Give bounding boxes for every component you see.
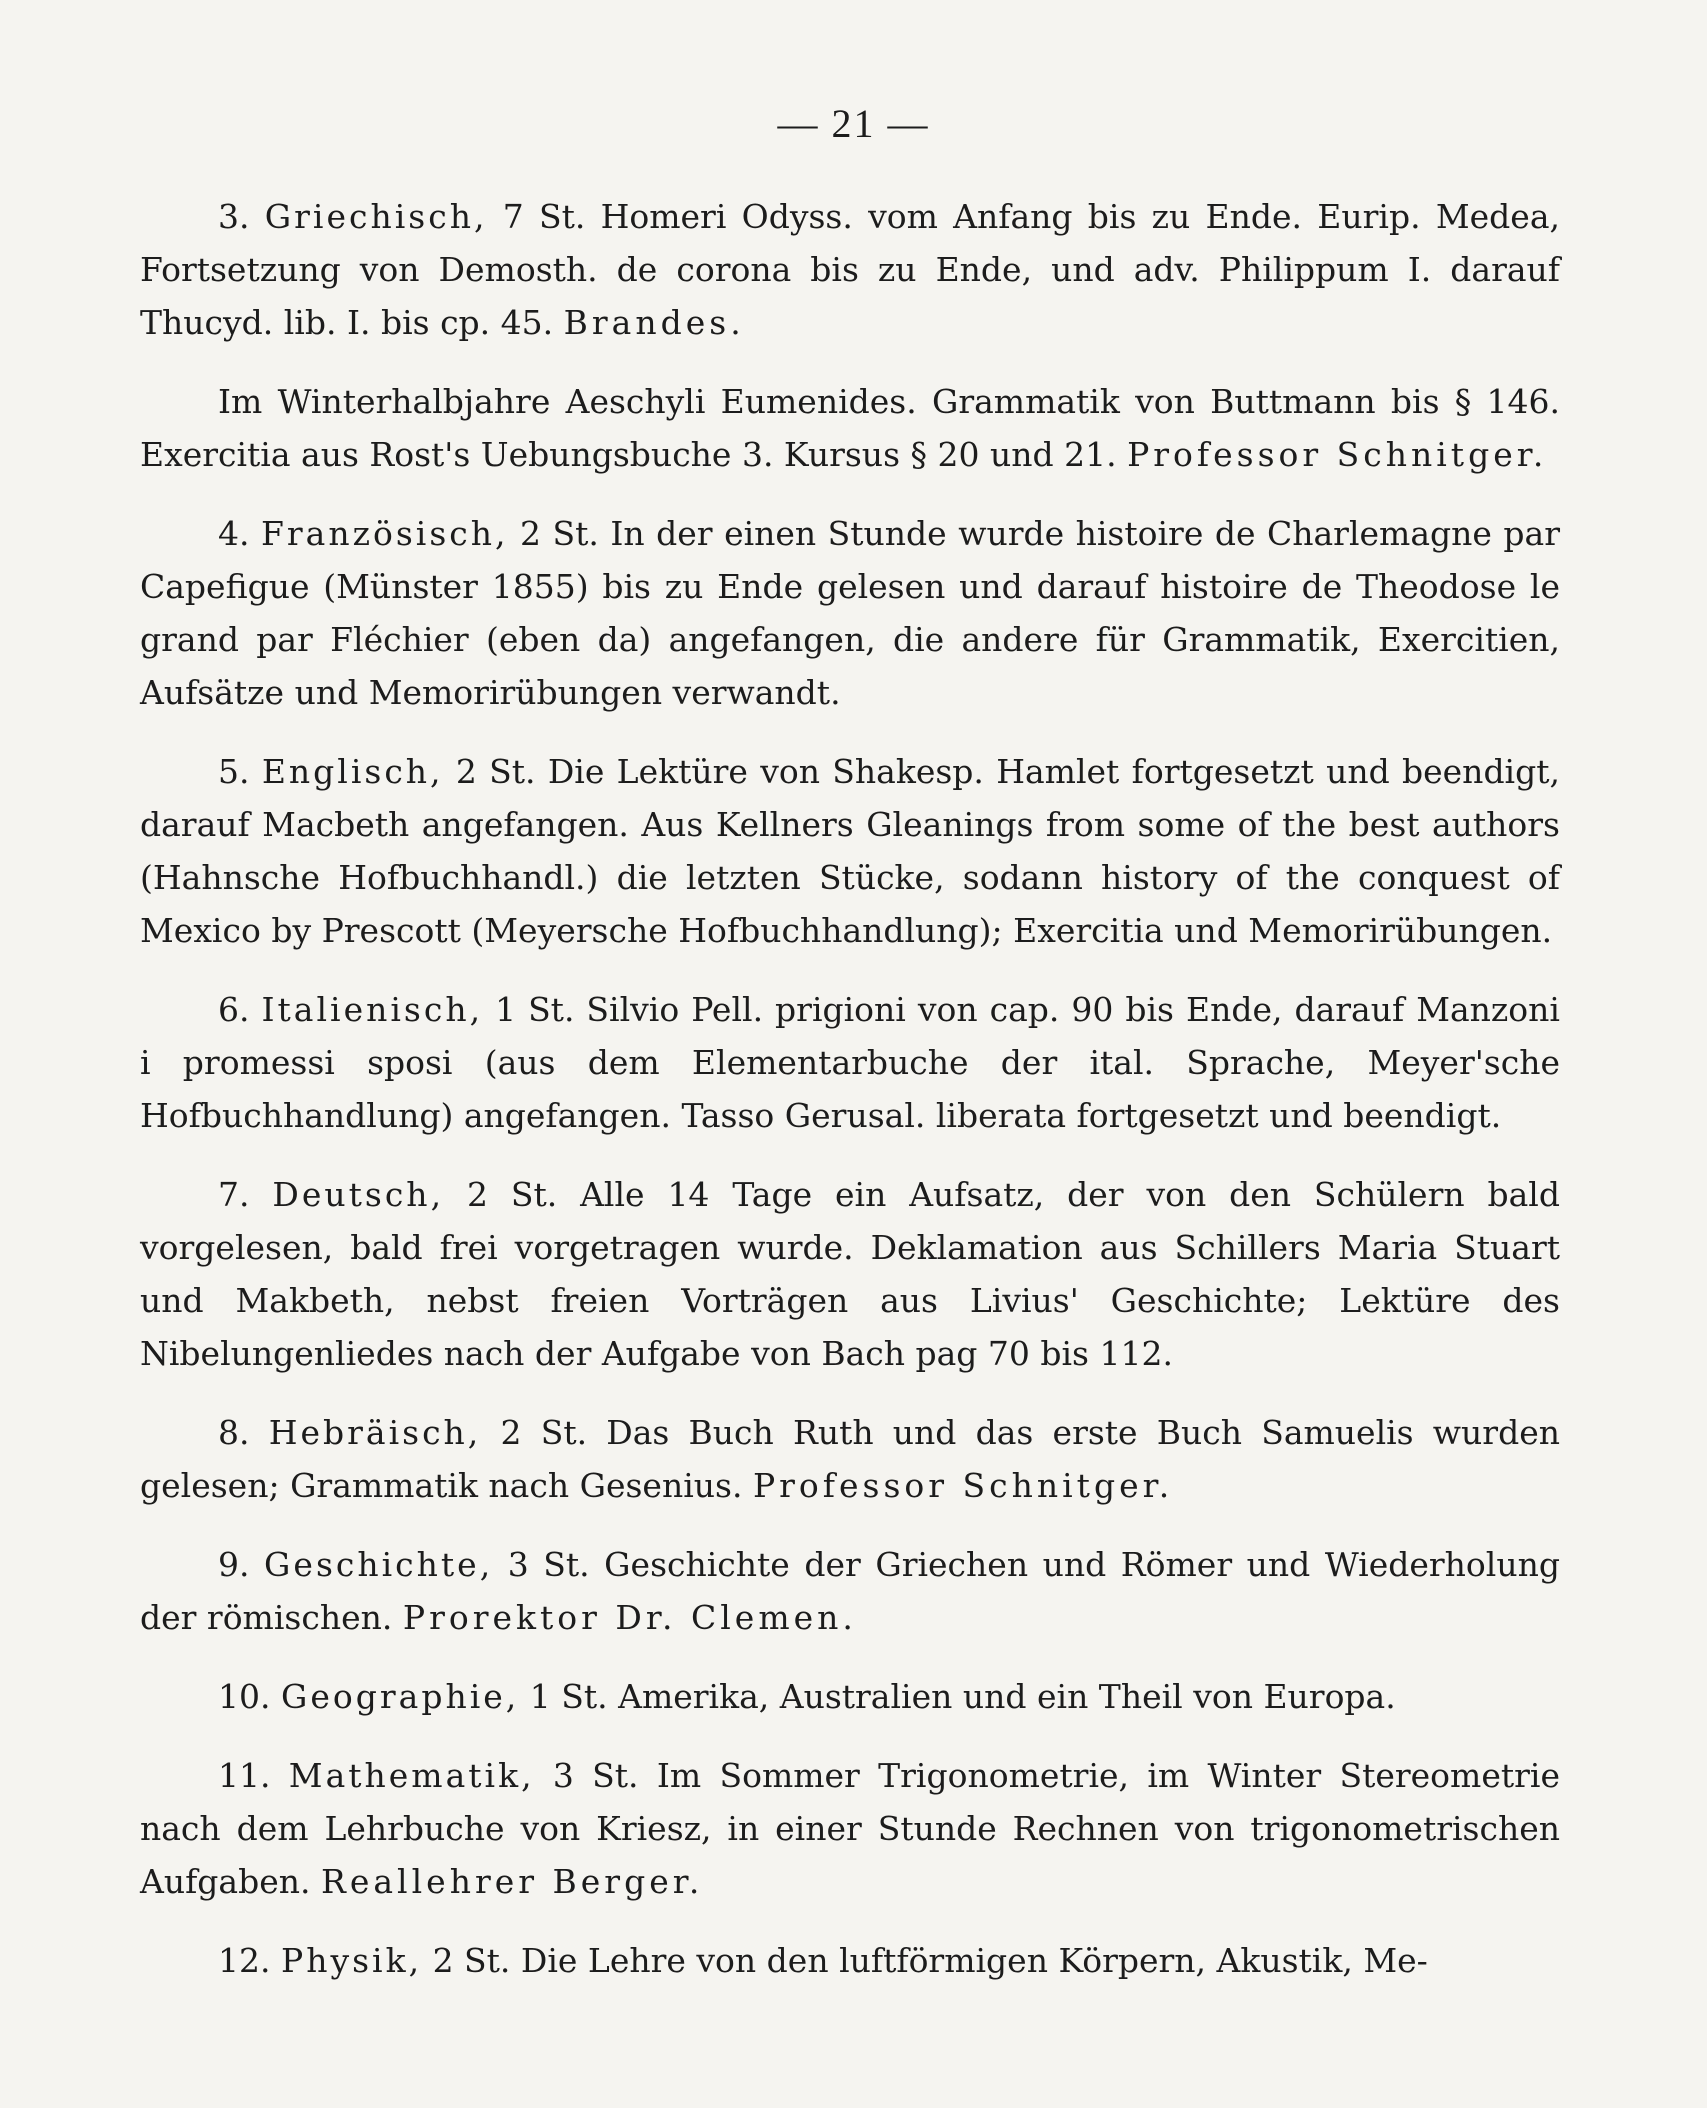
paragraph-number: 12. [218,1941,271,1980]
paragraph-text: 7 St. Homeri Odyss. vom Anfang bis zu Ende. Eurip. Medea, Fortsetzung von Demosth. de corona bis zu Ende, und adv. Philippum I. darauf Thucyd. lib. I. bis cp. 45. [140,197,1560,342]
paragraph-text: 2 St. Die Lektüre von Shakesp. Hamlet fortgesetzt und beendigt, darauf Macbeth angefangen. Aus Kellners Gleanings from some of the best authors (Hahnsche Hofbuchhandl.) die letzten Stücke, sodann history of the conquest of Mexico by Prescott (Meyersche Hofbuchhandlung); Exercitia und Memorirübungen. [140,752,1560,950]
paragraph-physics [140,1934,1560,1987]
paragraph-text: 3 St. Im Sommer Trigonometrie, im Winter Stereometrie nach dem Lehrbuche von Kriesz, in einer Stunde Rechnen von trigonometrischen Aufgaben. [140,1756,1560,1901]
paragraph-number: 6. [218,990,250,1029]
subject-heading: Geographie, [280,1677,520,1716]
subject-heading: Deutsch, [272,1175,445,1214]
subject-heading: Physik, [280,1941,423,1980]
paragraph-text: 3 St. Geschichte der Griechen und Römer und Wiederholung der römischen. [140,1545,1560,1637]
subject-heading: Englisch, [261,752,444,791]
paragraph-number: 7. [218,1175,250,1214]
teacher-name: Brandes. [563,303,745,342]
subject-heading: Hebräisch, [268,1413,482,1452]
paragraph-history [140,1538,1560,1644]
paragraph-greek-winter [140,375,1560,481]
paragraph-number: 10. [218,1677,271,1716]
paragraph-number: 8. [218,1413,250,1452]
paragraph-number: 4. [218,514,250,553]
paragraph-text: 1 St. Silvio Pell. prigioni von cap. 90 bis Ende, darauf Manzoni i promessi sposi (aus dem Elementarbuche der ital. Sprache, Meyer'sche Hofbuchhandlung) angefangen. Tasso Gerusal. liberata fortgesetzt und beendigt. [140,990,1560,1135]
document-body [140,190,1560,2013]
teacher-name: Reallehrer Berger. [321,1862,704,1901]
paragraph-text: Im Winterhalbjahre Aeschyli Eumenides. Grammatik von Buttmann bis § 146. Exercitia aus Rost's Uebungsbuche 3. Kursus § 20 und 21. [140,382,1560,474]
subject-heading: Italienisch, [261,990,484,1029]
paragraph-italian [140,983,1560,1142]
paragraph-french [140,507,1560,719]
teacher-name: Professor Schnitger. [752,1466,1174,1505]
paragraph-text: 1 St. Amerika, Australien und ein Theil von Europa. [529,1677,1396,1716]
teacher-name: Prorektor Dr. Clemen. [402,1598,857,1637]
page-number: — 21 — [777,101,930,146]
paragraph-geography [140,1670,1560,1723]
subject-heading: Mathematik, [288,1756,535,1795]
paragraph-greek [140,190,1560,349]
paragraph-number: 5. [218,752,250,791]
paragraph-number: 3. [218,197,250,236]
paragraph-text: 2 St. In der einen Stunde wurde histoire de Charlemagne par Capefigue (Münster 1855) bis zu Ende gelesen und darauf histoire de Theodose le grand par Fléchier (eben da) angefangen, die andere für Grammatik, Exercitien, Aufsätze und Memorirübungen verwandt. [140,514,1560,712]
paragraph-mathematics [140,1749,1560,1908]
paragraph-german [140,1168,1560,1380]
paragraph-hebrew [140,1406,1560,1512]
subject-heading: Geschichte, [264,1545,494,1584]
paragraph-text: 2 St. Die Lehre von den luftförmigen Körpern, Akustik, Me- [432,1941,1428,1980]
subject-heading: Griechisch, [264,197,488,236]
paragraph-number: 9. [218,1545,250,1584]
paragraph-text: 2 St. Alle 14 Tage ein Aufsatz, der von den Schülern bald vorgelesen, bald frei vorgetragen wurde. Deklamation aus Schillers Maria Stuart und Makbeth, nebst freien Vorträgen aus Livius' Geschichte; Lektüre des Nibelungenliedes nach der Aufgabe von Bach pag 70 bis 112. [140,1175,1560,1373]
subject-heading: Französisch, [261,514,509,553]
paragraph-english [140,745,1560,957]
paragraph-text: 2 St. Das Buch Ruth und das erste Buch Samuelis wurden gelesen; Grammatik nach Gesenius. [140,1413,1560,1505]
teacher-name: Professor Schnitger. [1127,435,1548,474]
paragraph-number: 11. [218,1756,271,1795]
